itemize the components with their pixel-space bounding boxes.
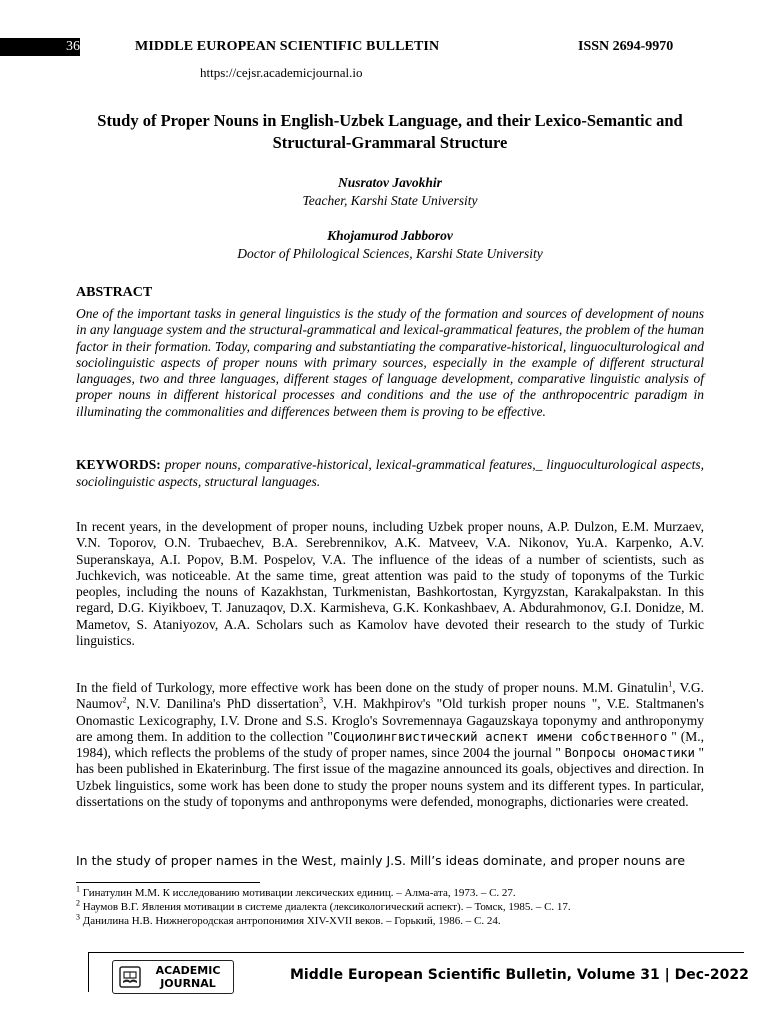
footnote-ref-2[interactable]: 2	[122, 695, 127, 705]
body-paragraph-3: In the study of proper names in the West, mainly J.S. Mill’s ideas dominate, and proper nouns are	[76, 853, 686, 868]
footnote-3: $^3$ Данилина Н.В. Нижнегородская антропонимия XIV-XVII веков. – Горький, 1986. – С. 24.	[76, 912, 501, 927]
keywords	[76, 456, 704, 490]
footer-citation: Middle European Scientific Bulletin, Volume 31 | Dec-2022	[290, 967, 749, 983]
academic-journal-logo[interactable]	[112, 960, 234, 994]
journal-url[interactable]: https://cejsr.academicjournal.io	[200, 65, 363, 80]
footnote-2: $^2$ Наумов В.Г. Явления мотивации в системе диалекта (лексикологический аспект). – Томск, 1985. – С. 17.	[76, 898, 571, 913]
p2-part-d: , V.H. Makhpirov's "Old turkish proper nouns ", V.E. Staltmanen's Onomastic Lexicography, I.V. Drone and S.S. Kroglo's Sovremennaya Gagauzskaya toponymy and anthroponymy are among them. In addition to the collection "	[76, 696, 704, 744]
body-paragraph-2	[76, 680, 704, 810]
p2-part-c: , N.V. Danilina's PhD dissertation	[126, 696, 320, 712]
page-number: 36	[66, 39, 80, 54]
p2-part-a: In the field of Turkology, more effective work has been done on the study of proper nouns. M.M. Ginatulin	[76, 680, 669, 695]
author-1-name: Nusratov Javokhir	[338, 175, 442, 190]
footnote-1: $^1$ Гинатулин М.М. К исследованию мотивации лексических единиц. – Алма-ата, 1973. – С. 27.	[76, 884, 516, 899]
issn: ISSN 2694-9970	[578, 39, 674, 54]
p2-part-b: , V.G. Naumov	[76, 680, 704, 712]
footer-divider	[88, 952, 744, 953]
author-1	[76, 174, 704, 210]
author-2	[76, 227, 704, 263]
p2-russian-title-1: Социолингвистический аспект имени собственного	[332, 729, 668, 744]
keywords-label: KEYWORDS:	[76, 457, 161, 472]
abstract-text: One of the important tasks in general linguistics is the study of the formation and sources of development of nouns in any language system and the structural-grammatical and lexical-grammatical features, the problem of the human factor in their formation. Today, comparing and substantiating the comparative-historical, linguoculturological and sociolinguistic aspects of proper nouns with primary sources, especially in the example of different structural languages, two and three languages, different stages of language development, comparative linguistic analysis of proper nouns in different historical processes and conditions and the use of the anthropocentric paradigm in illuminating the commonalities and differences between them is proving to be effective.	[76, 306, 704, 419]
p2-part-f: " has been published in Ekaterinburg. The first issue of the magazine announced its goals, objectives and direction. In Uzbek linguistics, some work has been done to study the proper nouns system and its different types. In particular, dissertations on the study of toponyms and anthroponyms were defended, monographs, dictionaries were created.	[76, 745, 705, 810]
journal-name: MIDDLE EUROPEAN SCIENTIFIC BULLETIN	[135, 39, 440, 54]
footnote-ref-3[interactable]: 3	[319, 695, 324, 705]
author-1-affiliation: Teacher, Karshi State University	[302, 193, 478, 208]
footnote-divider	[76, 882, 260, 883]
keywords-text: proper nouns, comparative-historical, lexical-grammatical features,_ linguoculturological aspects, sociolinguistic aspects, structural languages.	[76, 457, 704, 489]
logo-text: ACADEMIC JOURNAL	[155, 964, 221, 990]
book-icon	[119, 966, 141, 988]
paper-title: Study of Proper Nouns in English-Uzbek Language, and their Lexico-Semantic and Structural-Grammaral Structure	[97, 111, 683, 152]
author-2-name: Khojamurod Jabborov	[327, 228, 453, 243]
footnotes	[76, 886, 704, 928]
abstract-heading: ABSTRACT	[76, 285, 153, 300]
p2-russian-title-2: Вопросы ономастики	[564, 746, 695, 761]
author-2-affiliation: Doctor of Philological Sciences, Karshi State University	[237, 246, 543, 261]
footer-vertical-divider	[88, 952, 89, 992]
footnote-ref-1[interactable]: 1	[668, 679, 673, 689]
p2-part-e: " (M., 1984), which reflects the problems of the study of proper names, since 2004 the journal "	[76, 728, 704, 761]
body-paragraph-1: In recent years, in the development of proper nouns, including Uzbek proper nouns, A.P. Dulzon, E.M. Murzaev, V.N. Toporov, O.N. Trubaechev, B.A. Serebrennikov, A.K. Matveev, V.A. Nikonov, Yu.A. Karpenko, A.V. Superanskaya, A.I. Popov, B.M. Pospelov, V.A. The influence of the ideas of a number of scientists, such as Juchkevich, was noticeable. At the same time, great attention was paid to the study of toponyms of the Turkic peoples, including the nouns of Kazakhstan, Turkmenistan, Bashkortostan, Kyrgyzstan, Karakalpakstan. In this regard, D.G. Kiyikboev, T. Januzaqov, D.X. Karmisheva, G.K. Konkashbaev, A. Abdurahmonov, G.I. Donidze, M. Mametov, S. Ataniyozov, A.A. Scholars such as Kamolov have devoted their research to the study of Turkic linguistics.	[76, 519, 704, 649]
